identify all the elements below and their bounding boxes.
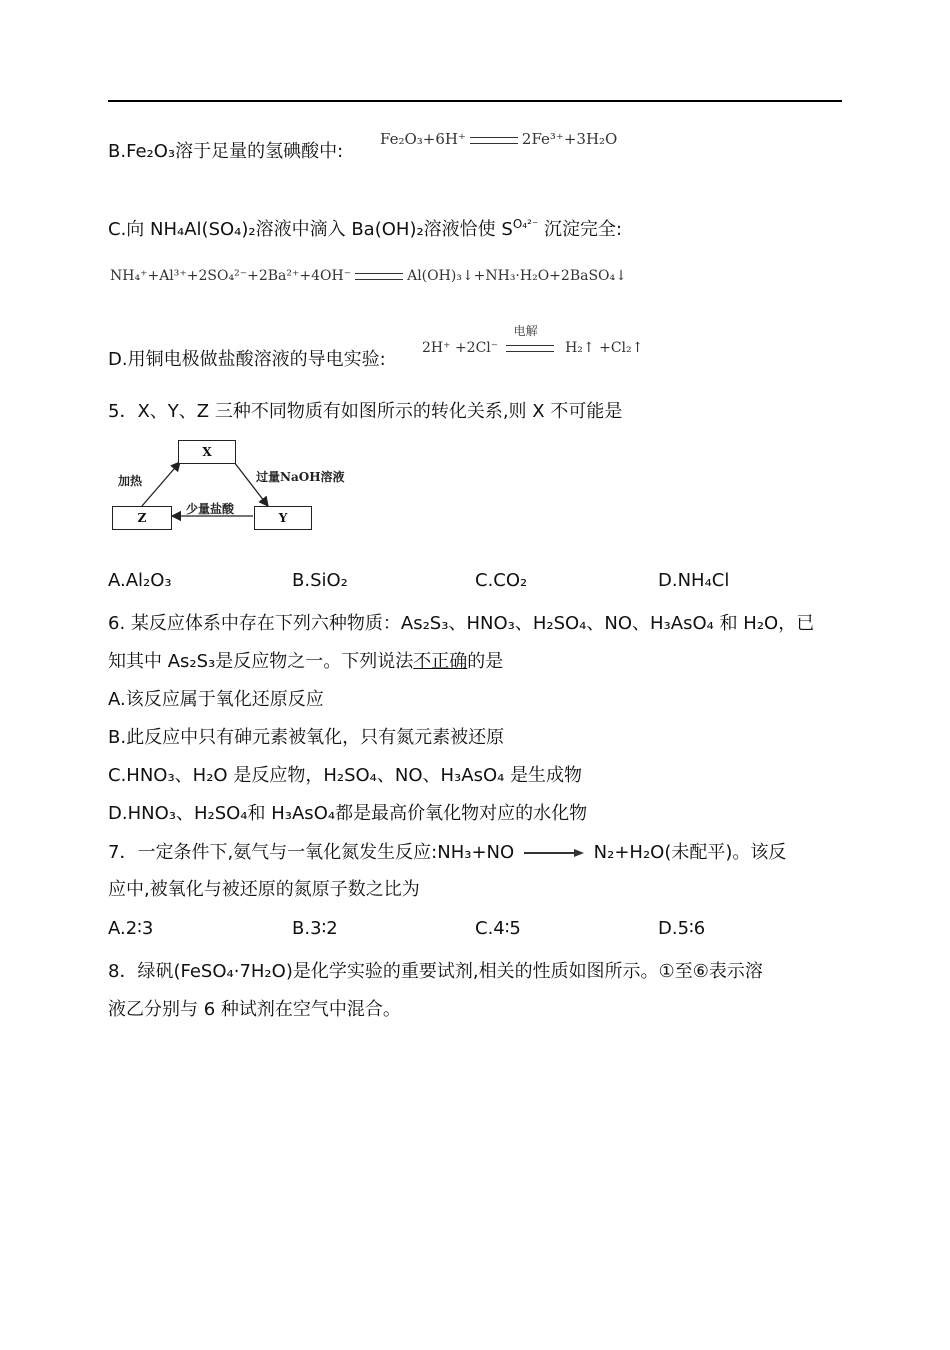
q4-option-c-text: C.向 NH₄Al(SO₄)₂溶液中滴入 Ba(OH)₂溶液恰使 S: [108, 219, 513, 240]
equation-right: Al(OH)₃↓+NH₃·H₂O+2BaSO₄↓: [407, 268, 627, 284]
q4-option-b: [108, 140, 343, 164]
label-hcl: 少量盐酸: [186, 502, 235, 516]
q7-option-a: A.2∶3: [108, 918, 154, 939]
q4-option-c-equation: [110, 268, 627, 284]
equation-left: 2H⁺ +2Cl⁻: [422, 340, 499, 356]
q5-option-d: D.NH₄Cl: [658, 570, 730, 591]
q6-stem-line1: 6. 某反应体系中存在下列六种物质：As₂S₃、HNO₃、H₂SO₄、NO、H₃AsO₄ 和 H₂O，已: [108, 613, 815, 634]
q4-option-b-equation: [380, 130, 617, 148]
box-y: Y: [254, 506, 312, 530]
q7-option-d: D.5∶6: [658, 918, 706, 939]
q6-stem-line2: [108, 650, 503, 674]
electrolysis-sign: [506, 324, 558, 356]
reaction-arrow-icon: [524, 847, 584, 859]
label-naoh: 过量NaOH溶液: [256, 470, 345, 484]
q7-option-c: C.4∶5: [475, 918, 521, 939]
q7-stem-line2: 应中,被氧化与被还原的氮原子数之比为: [108, 879, 420, 900]
q5-option-c: C.CO₂: [475, 570, 528, 591]
electrolysis-label: 电解: [513, 324, 538, 338]
q7-option-b: B.3∶2: [292, 918, 338, 939]
q7-stem-line1: [108, 841, 786, 865]
equation-right: H₂↑ +Cl₂↑: [565, 340, 644, 356]
q4-option-d: [108, 348, 386, 372]
sulfate-ion: O₄²⁻: [512, 217, 539, 231]
equals-sign: [470, 137, 518, 144]
equation-left: Fe₂O₃+6H⁺: [380, 130, 466, 148]
q6-stem-underlined: 不正确: [413, 651, 468, 672]
q8-stem-line1: 8．绿矾(FeSO₄·7H₂O)是化学实验的重要试剂,相关的性质如图所示。①至⑥表示溶: [108, 961, 763, 982]
box-x: X: [178, 440, 236, 464]
q8-stem-line2: 液乙分别与 6 种试剂在空气中混合。: [108, 999, 401, 1020]
label-heat: 加热: [118, 474, 143, 488]
q6-option-d: D.HNO₃、H₂SO₄和 H₃AsO₄都是最高价氧化物对应的水化物: [108, 803, 588, 824]
q7-stem-text-end: N₂+H₂O(未配平)。该反: [593, 842, 787, 863]
box-z: Z: [112, 506, 172, 530]
q6-stem-end: 的是: [467, 651, 504, 672]
q6-option-a: A.该反应属于氧化还原反应: [108, 689, 324, 710]
equals-sign: [506, 345, 554, 352]
q5-option-b: B.SiO₂: [292, 570, 348, 591]
q4-option-d-text: D.用铜电极做盐酸溶液的导电实验:: [108, 349, 386, 370]
q5-option-a: A.Al₂O₃: [108, 570, 172, 591]
q4-option-c-text-end: 沉淀完全:: [543, 219, 623, 240]
q4-option-b-text: B.Fe₂O₃溶于足量的氢碘酸中:: [108, 141, 344, 162]
q5-diagram: [108, 436, 368, 536]
q4-option-d-equation: [422, 324, 644, 356]
q6-option-b: B.此反应中只有砷元素被氧化，只有氮元素被还原: [108, 727, 505, 748]
header-rule: [108, 100, 842, 102]
q4-option-c: [108, 212, 622, 242]
q5-stem: 5．X、Y、Z 三种不同物质有如图所示的转化关系,则 X 不可能是: [108, 401, 623, 422]
q6-stem-text: 知其中 As₂S₃是反应物之一。下列说法: [108, 651, 414, 672]
equation-right: 2Fe³⁺+3H₂O: [521, 130, 618, 148]
arrow-z-to-x: [142, 462, 180, 506]
q6-option-c: C.HNO₃、H₂O 是反应物，H₂SO₄、NO、H₃AsO₄ 是生成物: [108, 765, 583, 786]
equals-sign: [355, 273, 403, 280]
q7-stem-text: 7．一定条件下,氨气与一氧化氮发生反应:NH₃+NO: [108, 842, 515, 863]
equation-left: NH₄⁺+Al³⁺+2SO₄²⁻+2Ba²⁺+4OH⁻: [110, 268, 352, 284]
